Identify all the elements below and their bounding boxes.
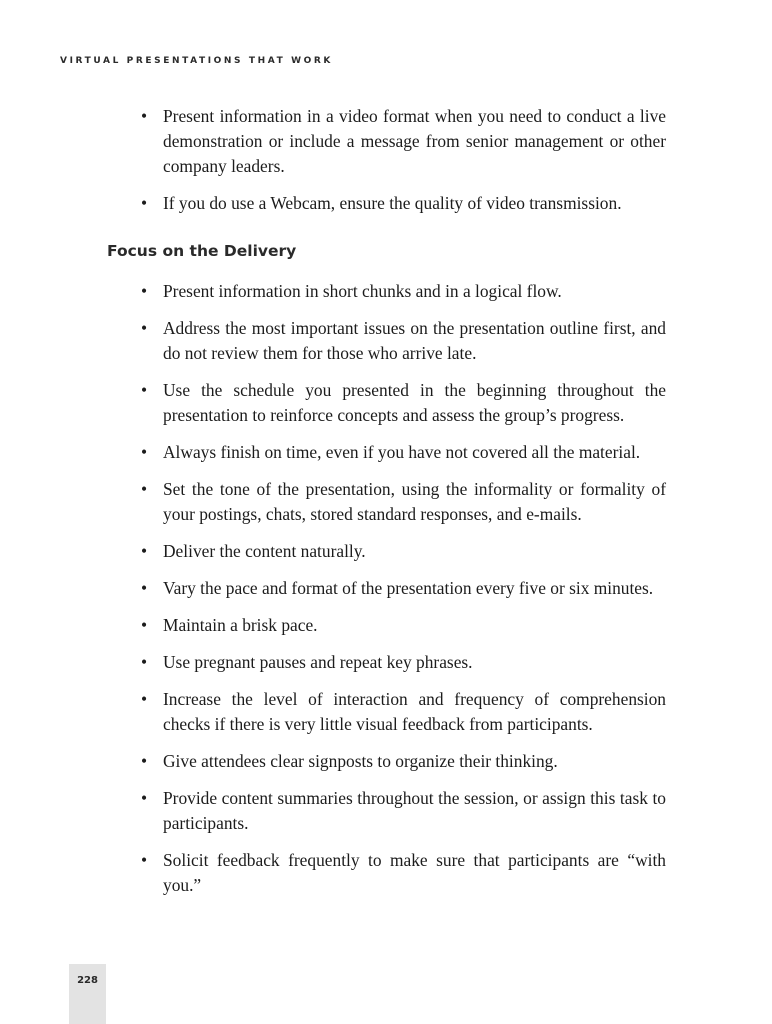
list-item: • If you do use a Webcam, ensure the quality of video transmission. [138, 191, 666, 216]
section-heading: Focus on the Delivery [107, 242, 297, 260]
page-number-tab [69, 964, 106, 1024]
list-item: • Present information in short chunks and in a logical flow. [138, 279, 666, 304]
delivery-bullet-list [138, 279, 666, 910]
list-item: • Present information in a video format when you need to conduct a live demonstration or include a message from senior management or other company leaders. [138, 104, 666, 179]
list-item: • Vary the pace and format of the presentation every five or six minutes. [138, 576, 666, 601]
list-item: • Solicit feedback frequently to make sure that participants are “with you.” [138, 848, 666, 898]
list-item: • Increase the level of interaction and frequency of comprehension checks if there is very little visual feedback from participants. [138, 687, 666, 737]
list-item: • Maintain a brisk pace. [138, 613, 666, 638]
list-item: • Use the schedule you presented in the beginning throughout the presentation to reinforce concepts and assess the group’s progress. [138, 378, 666, 428]
intro-bullet-list [138, 104, 666, 228]
list-item: • Give attendees clear signposts to organize their thinking. [138, 749, 666, 774]
list-item: • Set the tone of the presentation, using the informality or formality of your postings, chats, stored standard responses, and e-mails. [138, 477, 666, 527]
running-head: VIRTUAL PRESENTATIONS THAT WORK [60, 56, 333, 66]
page-number: 228 [77, 975, 98, 986]
list-item: • Provide content summaries throughout the session, or assign this task to participants. [138, 786, 666, 836]
list-item: • Deliver the content naturally. [138, 539, 666, 564]
list-item: • Use pregnant pauses and repeat key phrases. [138, 650, 666, 675]
list-item: • Address the most important issues on the presentation outline first, and do not review them for those who arrive late. [138, 316, 666, 366]
list-item: • Always finish on time, even if you have not covered all the material. [138, 440, 666, 465]
